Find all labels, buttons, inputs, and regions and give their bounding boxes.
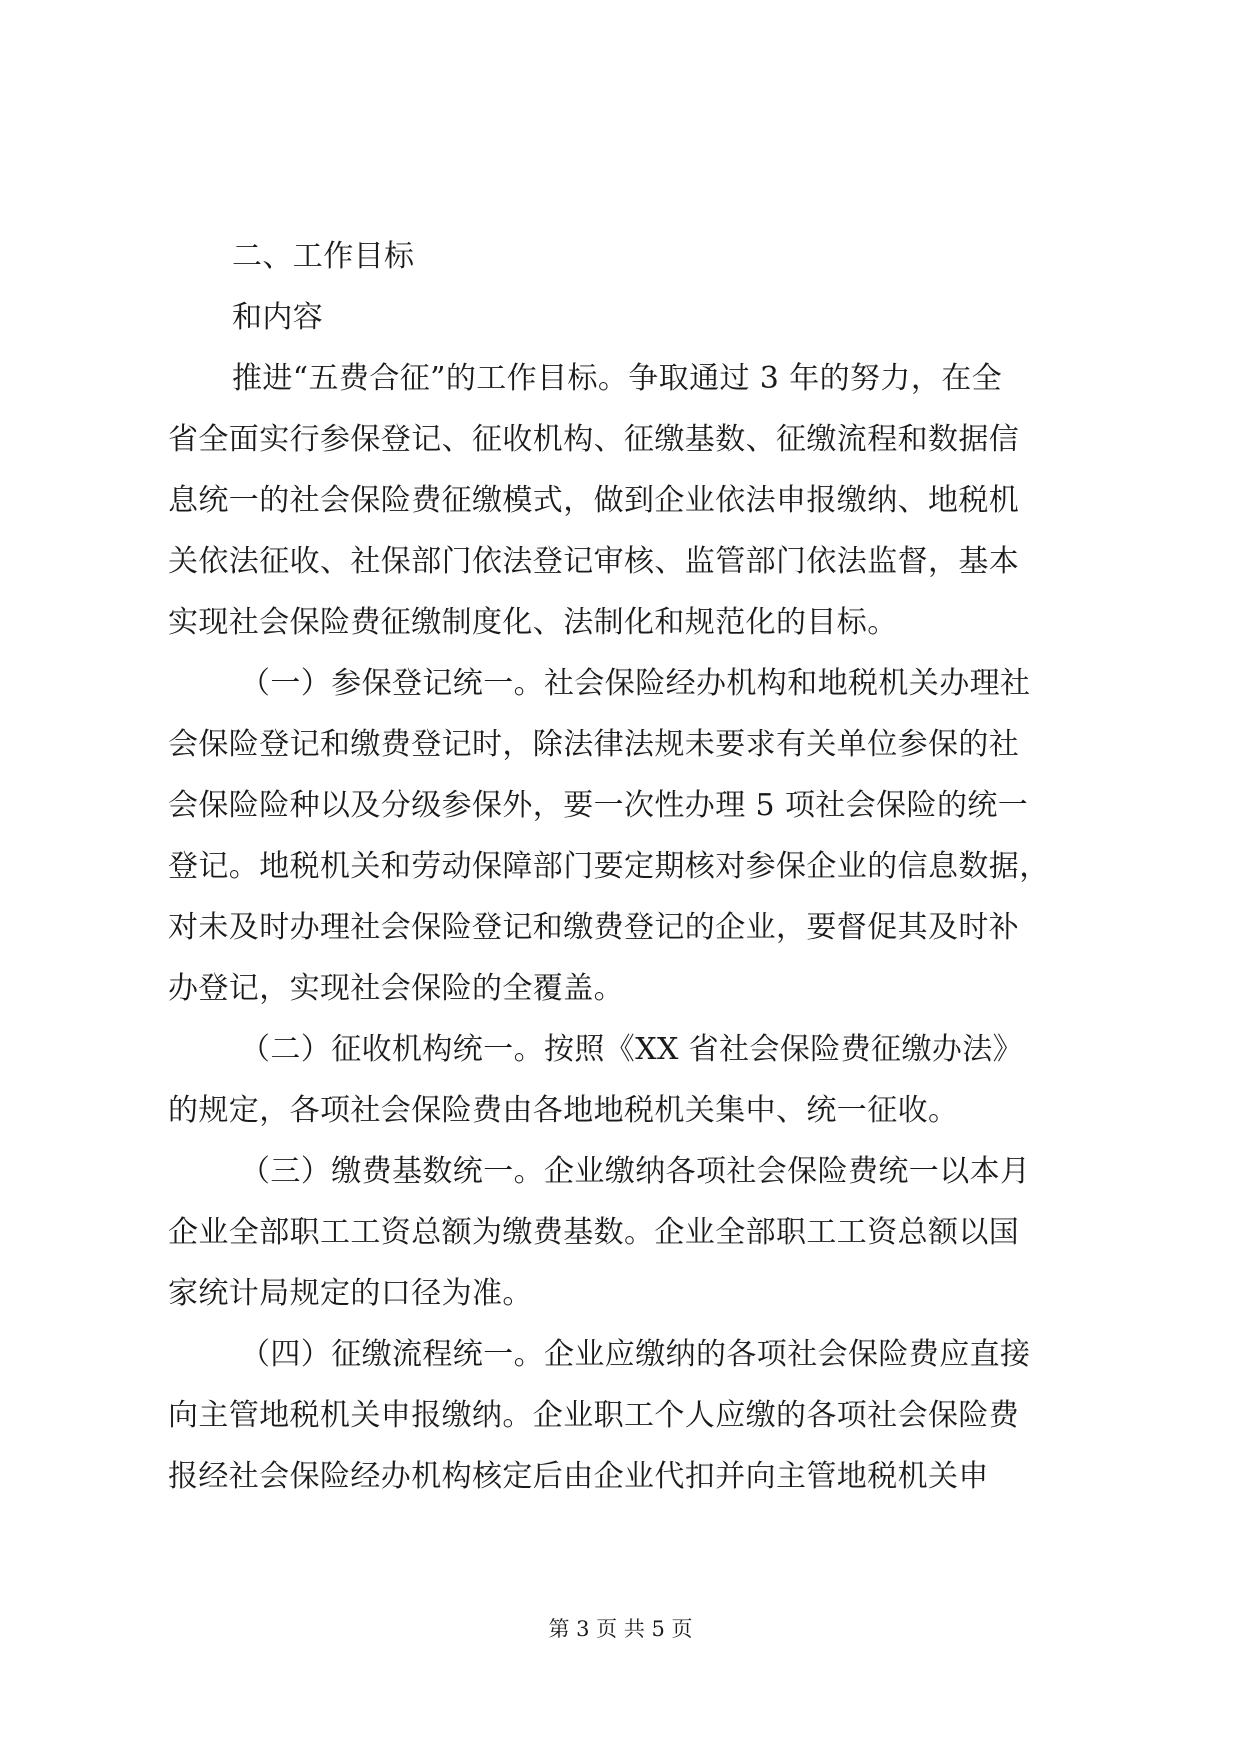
paragraph-line: 息统一的社会保险费征缴模式，做到企业依法申报缴纳、地税机	[168, 483, 1020, 518]
paragraph-line: 办登记，实现社会保险的全覆盖。	[168, 971, 624, 1006]
paragraph-line: 省全面实行参保登记、征收机构、征缴基数、征缴流程和数据信	[168, 422, 1020, 457]
page-number-footer: 第 3 页 共 5 页	[548, 1617, 693, 1641]
paragraph-line: 企业全部职工工资总额为缴费基数。企业全部职工工资总额以国	[168, 1215, 1020, 1250]
paragraph-line: 会保险登记和缴费登记时，除法律法规未要求有关单位参保的社	[168, 727, 1020, 762]
paragraph-line: 登记。地税机关和劳动保障部门要定期核对参保企业的信息数据，	[168, 849, 1050, 884]
paragraph-line: （三）缴费基数统一。企业缴纳各项社会保险费统一以本月	[240, 1154, 1031, 1189]
paragraph-line: （四）征缴流程统一。企业应缴纳的各项社会保险费应直接	[240, 1337, 1031, 1372]
paragraph-line: （二）征收机构统一。按照《XX 省社会保险费征缴办法》	[240, 1032, 1024, 1067]
paragraph-line: 对未及时办理社会保险登记和缴费登记的企业，要督促其及时补	[168, 910, 1020, 945]
paragraph-line: 推进“五费合征”的工作目标。争取通过 3 年的努力，在全	[232, 361, 1003, 396]
paragraph-line: （一）参保登记统一。社会保险经办机构和地税机关办理社	[240, 666, 1031, 701]
paragraph-line: 报经社会保险经办机构核定后由企业代扣并向主管地税机关申	[168, 1459, 989, 1494]
paragraph-line: 会保险险种以及分级参保外，要一次性办理 5 项社会保险的统一	[168, 788, 1029, 823]
body-text	[168, 226, 1080, 1507]
paragraph-line: 家统计局规定的口径为准。	[168, 1276, 533, 1311]
section-heading-continuation: 和内容	[232, 300, 324, 335]
paragraph-line: 的规定，各项社会保险费由各地地税机关集中、统一征收。	[168, 1093, 959, 1128]
paragraph-line: 关依法征收、社保部门依法登记审核、监管部门依法监督，基本	[168, 544, 1020, 579]
paragraph-line: 向主管地税机关申报缴纳。企业职工个人应缴的各项社会保险费	[168, 1398, 1020, 1433]
section-heading: 二、工作目标	[232, 239, 415, 274]
paragraph-line: 实现社会保险费征缴制度化、法制化和规范化的目标。	[168, 605, 898, 640]
